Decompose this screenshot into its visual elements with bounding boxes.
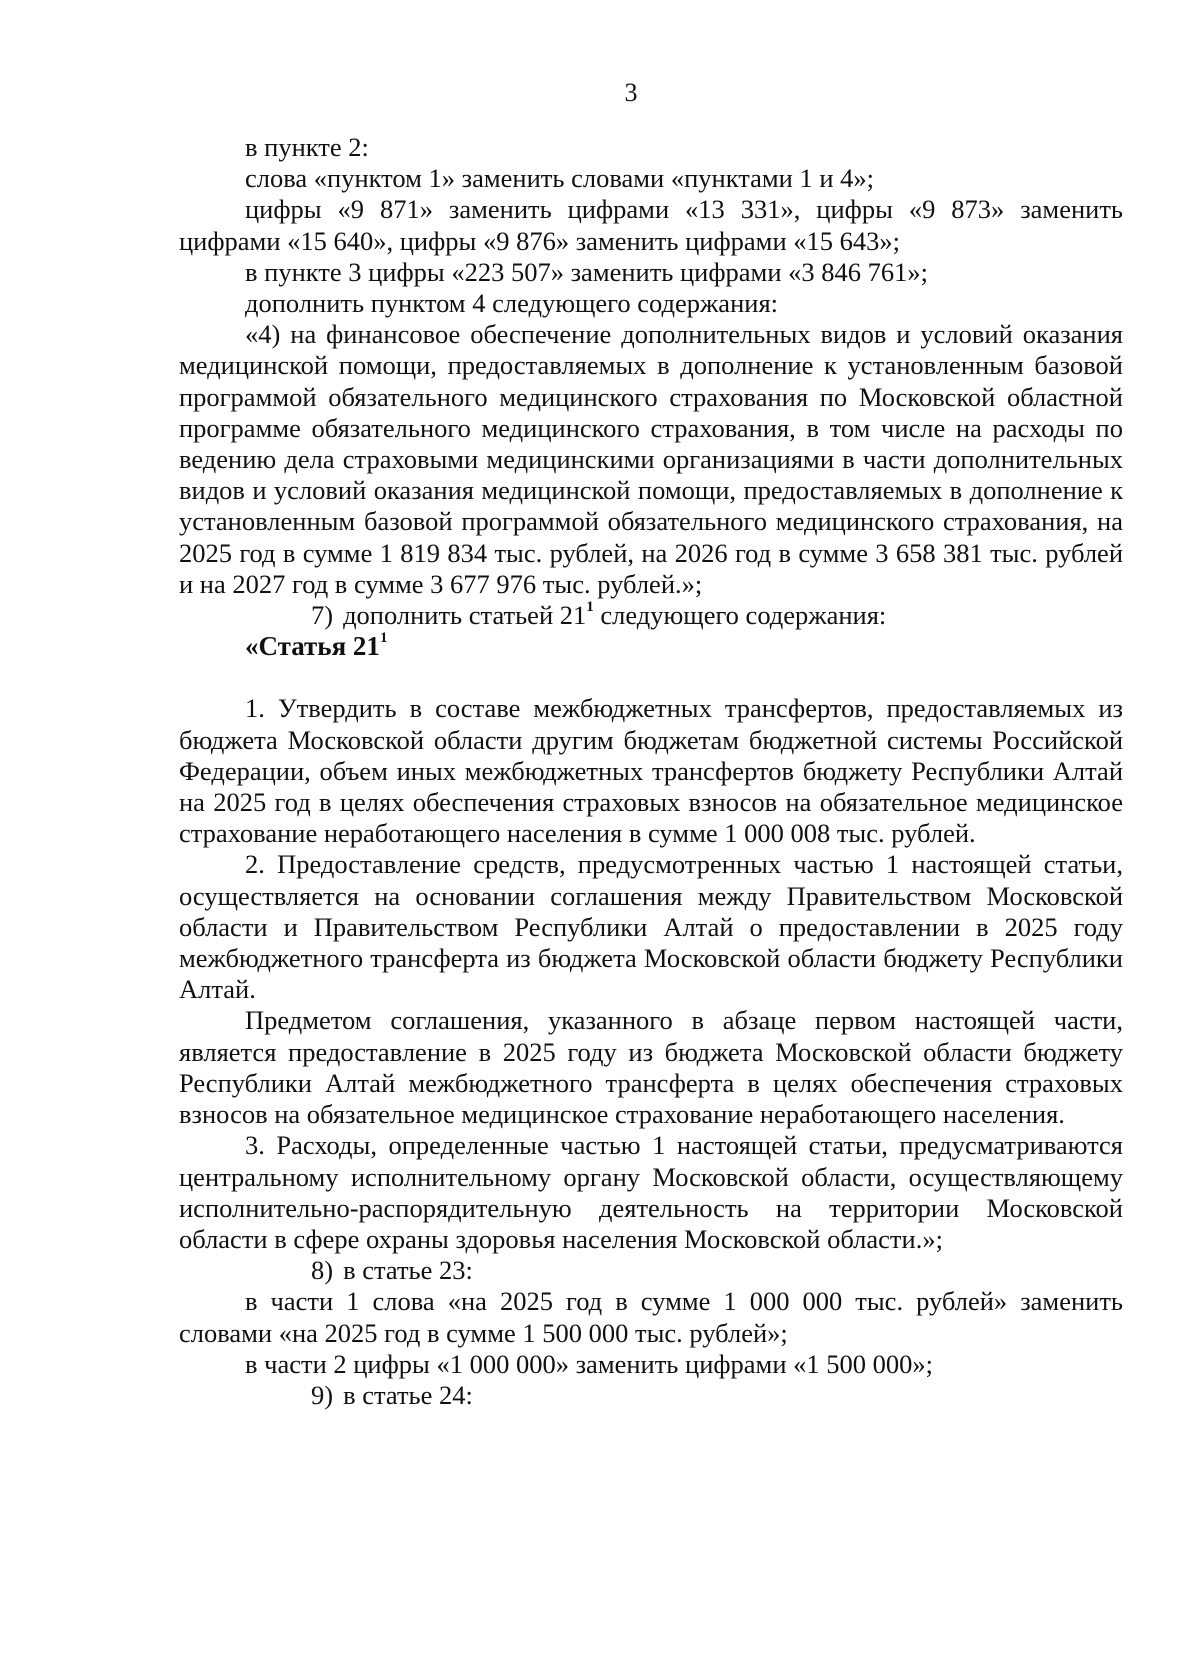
paragraph: в пункте 3 цифры «223 507» заменить цифрами «3 846 761»;	[245, 256, 928, 287]
paragraph: в пункте 2:	[245, 132, 369, 162]
paragraph: «4) на финансовое обеспечение дополнительных видов и условий оказания медицинской помощи, предоставляемых в дополнение к установленным базовой программой обязательного медицинского страхования по Московской областной программе обязательного медицинского страхования, в том числе на расходы по ведению дела страховыми медицинскими организациями в части дополнительных видов и условий оказания медицинской помощи, предоставляемых в дополнение к установленным базовой программой обязательного медицинского страхования, на 2025 год в сумме 1 819 834 тыс. рублей, на 2026 год в сумме 3 658 381 тыс. рублей и на 2027 год в сумме 3 677 976 тыс. рублей.»;	[179, 319, 1123, 599]
superscript: 1	[586, 599, 594, 616]
page-number: 3	[624, 78, 638, 107]
list-number: 8)	[311, 1255, 334, 1286]
list-text-tail: следующего содержания:	[593, 600, 887, 631]
superscript: 1	[379, 630, 388, 647]
paragraph: 1. Утвердить в составе межбюджетных трансфертов, предоставляемых из бюджета Московской области другим бюджетам бюджетной системы Российской Федерации, объем иных межбюджетных трансфертов бюджету Республики Алтай на 2025 год в целях обеспечения страховых взносов на обязательное медицинское страхование неработающего населения в сумме 1 000 008 тыс. рублей.	[179, 693, 1123, 849]
list-item-7	[179, 600, 1123, 631]
paragraph: слова «пунктом 1» заменить словами «пунктами 1 и 4»;	[245, 163, 874, 194]
list-item-8	[179, 1255, 1123, 1286]
paragraph: в части 1 слова «на 2025 год в сумме 1 000 000 тыс. рублей» заменить словами «на 2025 год в сумме 1 500 000 тыс. рублей»;	[179, 1286, 1123, 1348]
list-number: 7)	[311, 600, 334, 631]
list-text: в статье 23:	[343, 1255, 473, 1286]
document-body	[179, 132, 1123, 1411]
paragraph: Предметом соглашения, указанного в абзаце первом настоящей части, является предоставление в 2025 году из бюджета Московской области бюджету Республики Алтай межбюджетного трансферта в целях обеспечения страховых взносов на обязательное медицинское страхование неработающего населения.	[179, 1005, 1123, 1130]
article-heading	[179, 631, 1123, 662]
article-heading-text: «Статья 21	[245, 631, 380, 662]
list-number: 9)	[311, 1379, 334, 1410]
paragraph: дополнить пунктом 4 следующего содержания:	[245, 288, 778, 319]
list-item-9	[179, 1380, 1123, 1411]
list-text: в статье 24:	[343, 1379, 473, 1410]
paragraph: 3. Расходы, определенные частью 1 настоящей статьи, предусматриваются центральному исполнительному органу Московской области, осуществляющему исполнительно-распорядительную деятельность на территории Московской области в сфере охраны здоровья населения Московской области.»;	[179, 1130, 1123, 1254]
paragraph: цифры «9 871» заменить цифрами «13 331», цифры «9 873» заменить цифрами «15 640», цифры «9 876» заменить цифрами «15 643»;	[179, 194, 1123, 256]
paragraph: в части 2 цифры «1 000 000» заменить цифрами «1 500 000»;	[245, 1348, 933, 1379]
paragraph: 2. Предоставление средств, предусмотренных частью 1 настоящей статьи, осуществляется на основании соглашения между Правительством Московской области и Правительством Республики Алтай о предоставлении в 2025 году межбюджетного трансферта из бюджета Московской области бюджету Республики Алтай.	[179, 849, 1123, 1005]
list-text: дополнить статьей 21	[343, 600, 587, 631]
